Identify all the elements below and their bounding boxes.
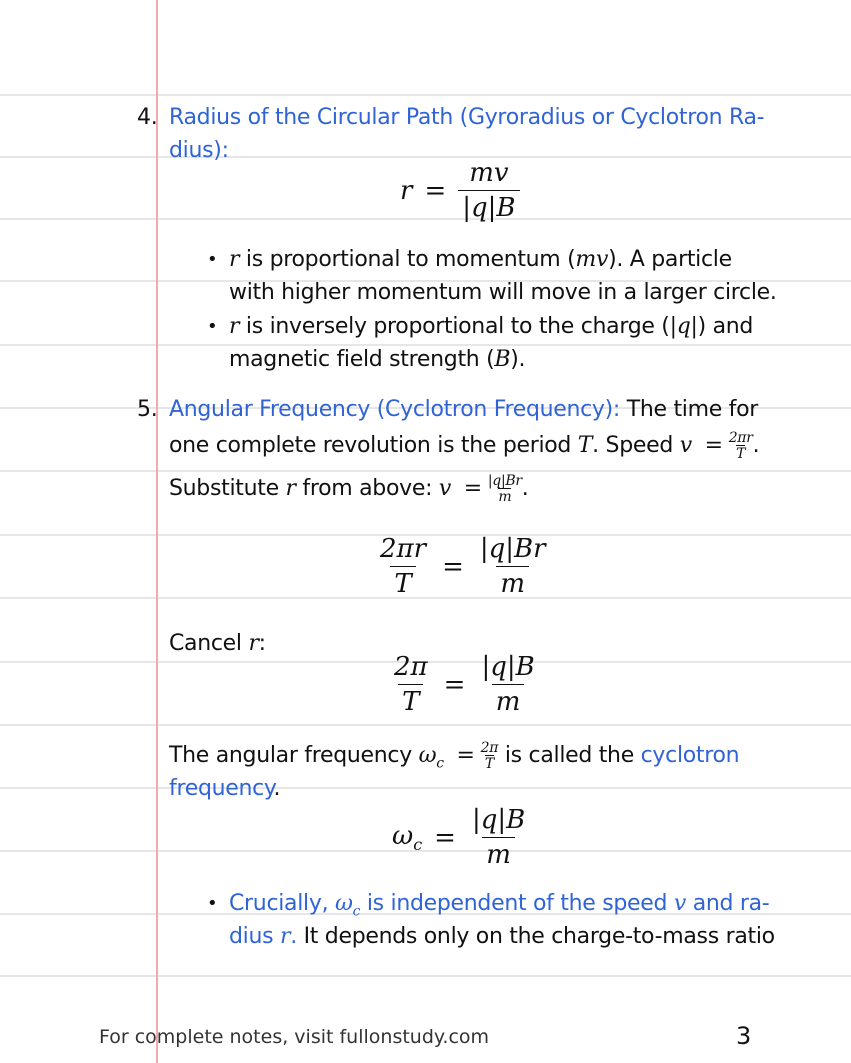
footer-note: For complete notes, visit fullonstudy.com (99, 1026, 490, 1048)
item-5-title: Angular Frequency (Cyclotron Frequency): (169, 397, 621, 422)
cancelled-equation: $\frac{2\pi}{T}$ = $\frac{|q|B}{m}$ (394, 652, 535, 717)
cyclotron-frequency-equation: $\omega_c$ = $\frac{|q|B}{m}$ (392, 805, 526, 870)
item-4-number: 4. (137, 105, 158, 130)
speed-equation: $\frac{2\pi r}{T}$ = $\frac{|q|Br}{m}$ (380, 534, 546, 599)
eq-fraction (458, 158, 519, 223)
eq-op: = (424, 175, 447, 206)
eq-lhs: r (400, 175, 413, 206)
cancel-r-line: Cancel r: (169, 631, 266, 656)
item-5-title-line: Angular Frequency (Cyclotron Frequency): The time for (169, 397, 758, 422)
bullet-r-momentum-line2: with higher momentum will move in a larger circle. (229, 280, 777, 305)
bullet-marker: • (207, 316, 218, 337)
margin-line (156, 0, 158, 1063)
bullet-r-inverse-line1: r is inversely proportional to the charge (|q|) and (229, 314, 754, 339)
cyclotron-term: cyclotron (640, 743, 740, 768)
page-number: 3 (736, 1022, 752, 1050)
bullet-r-momentum-line1: r is proportional to momentum (mv). A particle (229, 247, 732, 272)
frequency-term: frequency (169, 776, 274, 801)
bullet-marker: • (207, 249, 218, 270)
item-5-number: 5. (137, 397, 158, 422)
angular-frequency-line2: frequency. (169, 776, 281, 801)
item-5-substitute-line: Substitute r from above: v = $\frac{|q|Br}{m}$ . (169, 473, 529, 505)
angular-frequency-line1: The angular frequency $\omega_c$ = $\frac{2\pi}{T}$ is called the cyclotron (169, 740, 740, 772)
eq-numerator: mv (469, 158, 509, 188)
bullet-marker: • (207, 893, 218, 914)
item-5-period-line: one complete revolution is the period T. Speed v = $\frac{2\pi r}{T}$ . (169, 430, 760, 462)
bullet-r-inverse-line2: magnetic field strength (B). (229, 347, 526, 372)
crucially-line2: dius r. It depends only on the charge-to-mass ratio (229, 924, 775, 949)
speed-fraction: $\frac{2\pi r}{T}$ (728, 430, 753, 462)
radius-equation (400, 158, 520, 223)
item-4-title-line2: dius): (169, 138, 229, 163)
angular-fraction: $\frac{2\pi}{T}$ (480, 740, 499, 772)
eq-denominator: |q|B (458, 190, 519, 223)
substitute-fraction: $\frac{|q|Br}{m}$ (487, 473, 522, 505)
item-4-title-line1: Radius of the Circular Path (Gyroradius or Cyclotron Ra- (169, 105, 765, 130)
crucially-line1: Crucially, $\omega_c$ is independent of the speed v and ra- (229, 891, 770, 920)
